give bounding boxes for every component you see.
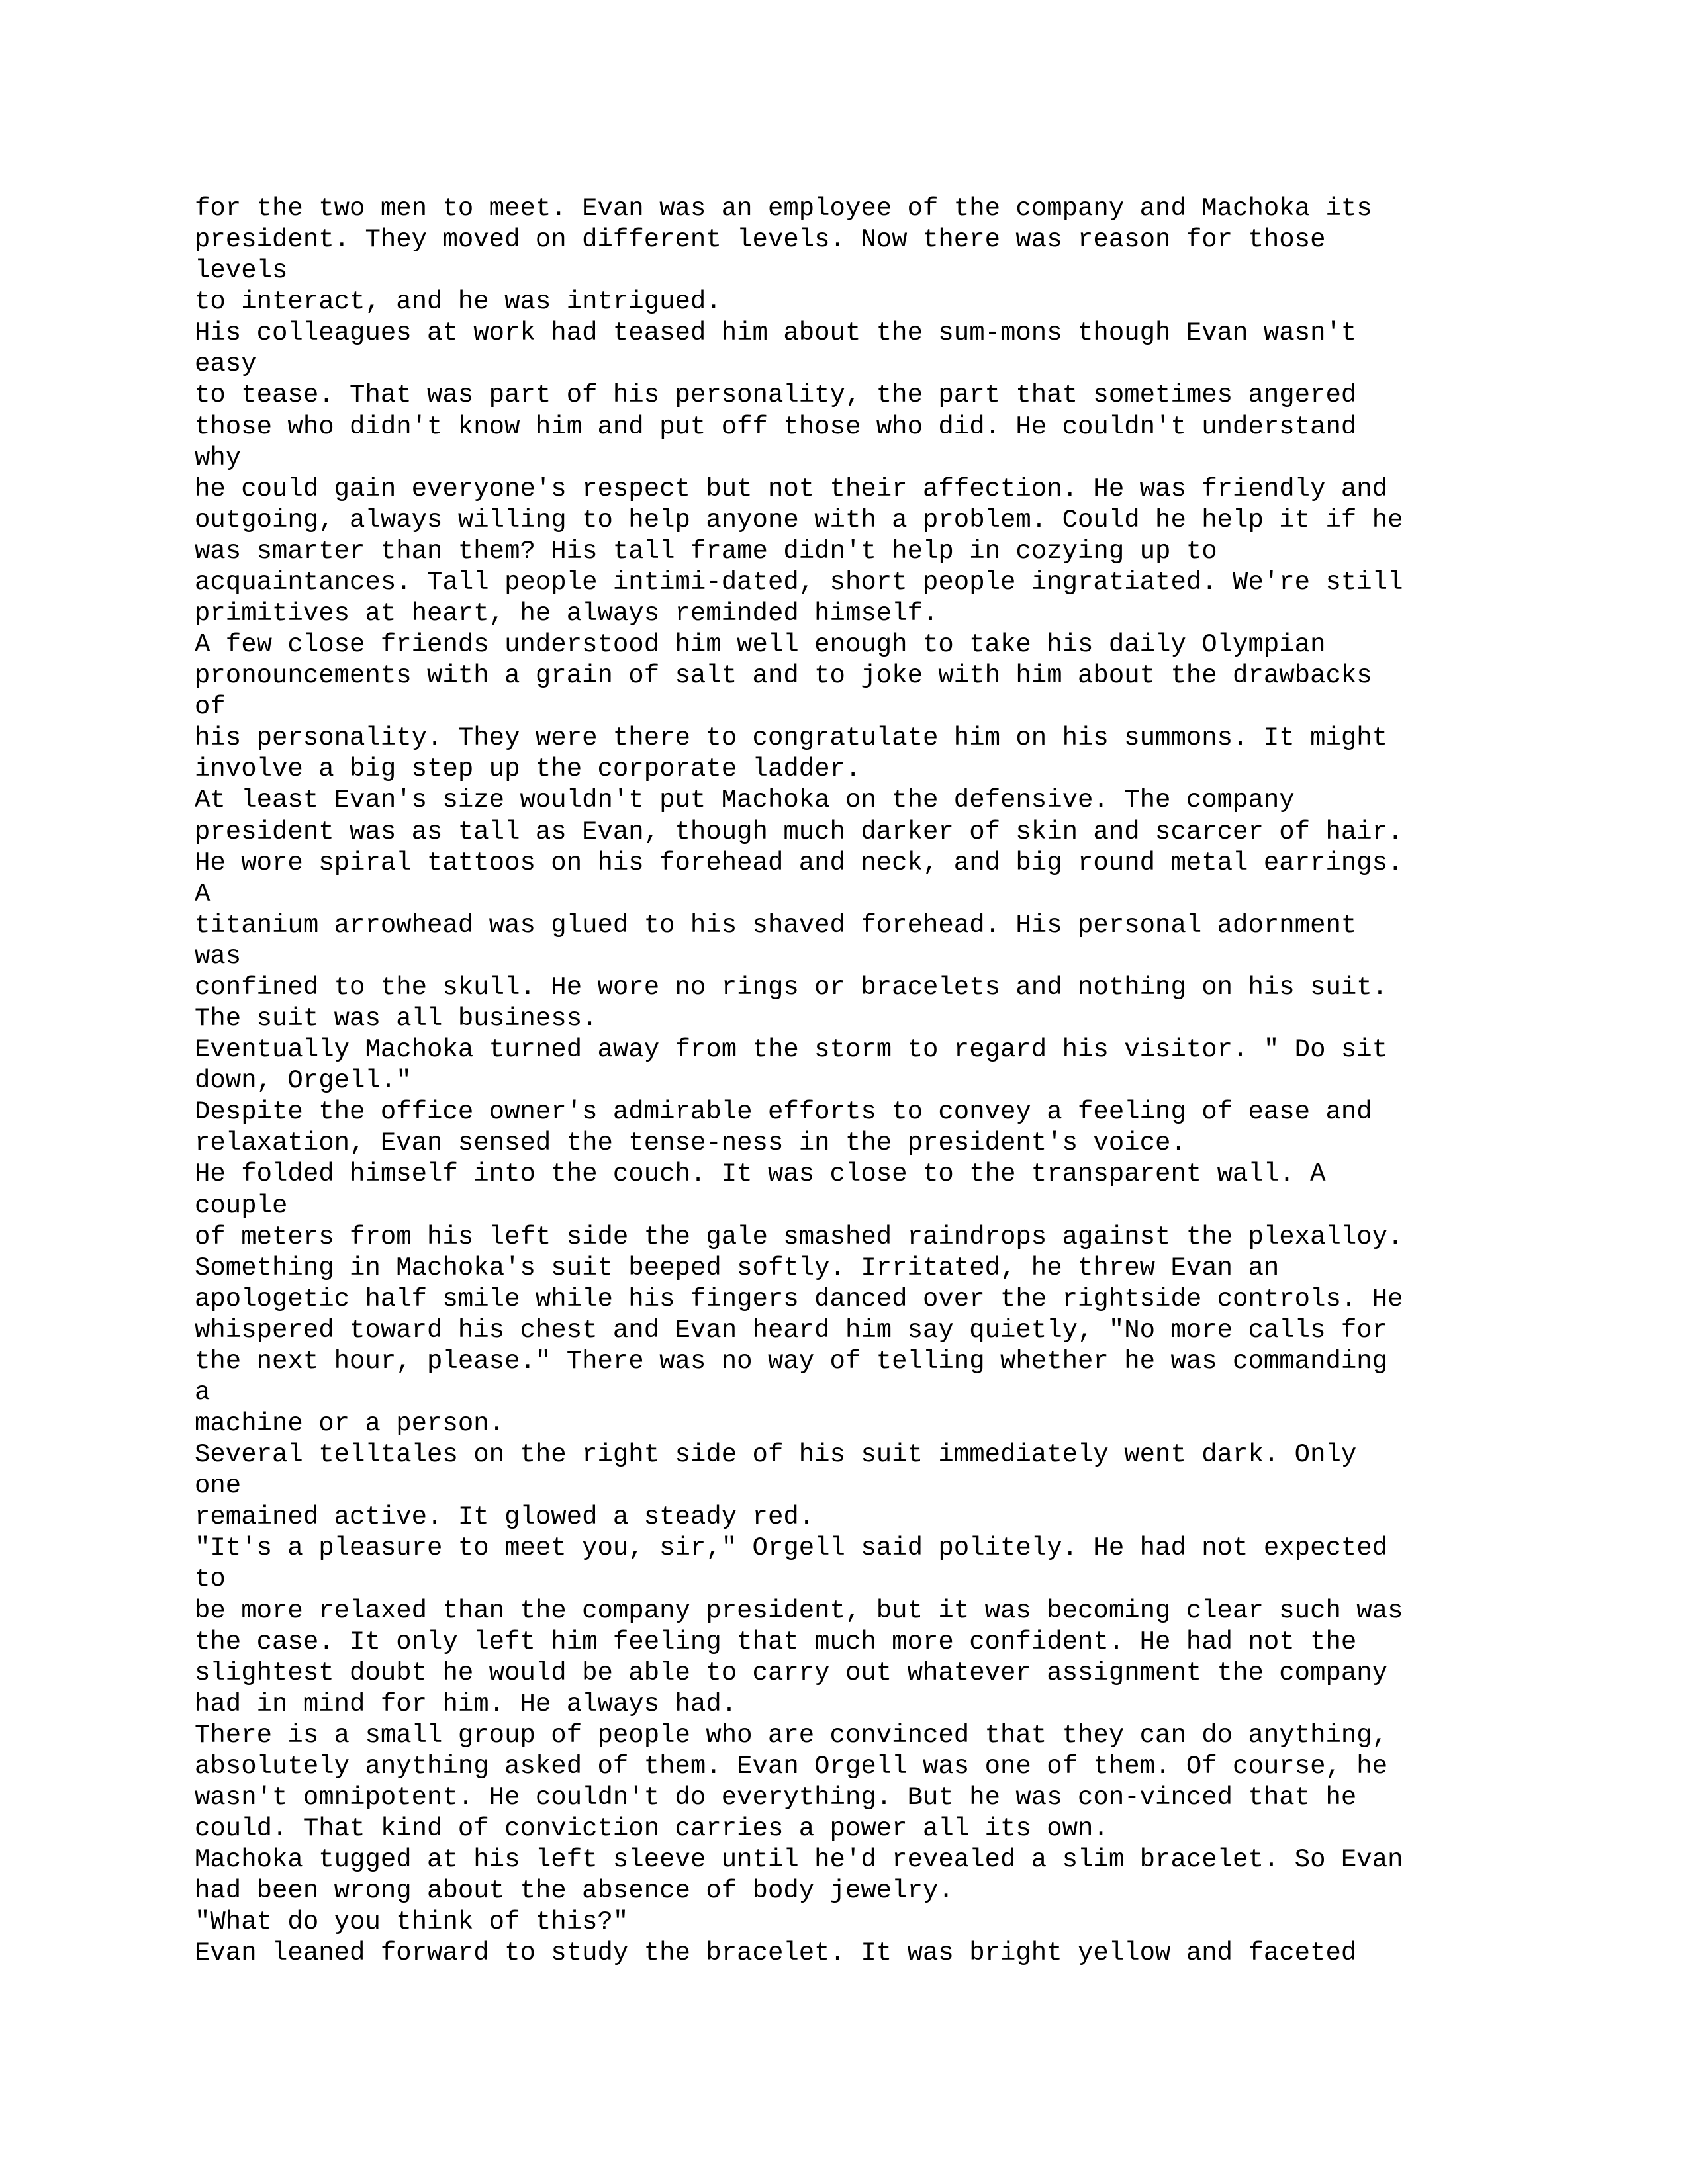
text-line: acquaintances. Tall people intimi-dated, short people ingratiated. We're still [195,567,1403,597]
text-line: primitives at heart, he always reminded himself. [195,599,939,629]
text-line: machine or a person. [195,1409,505,1439]
text-line: wasn't omnipotent. He couldn't do everything. But he was con-vinced that he [195,1782,1357,1812]
text-line: could. That kind of conviction carries a power all its own. [195,1814,1109,1844]
text-line: confined to the skull. He wore no rings or bracelets and nothing on his suit. [195,972,1388,1002]
text-line: titanium arrowhead was glued to his shaved forehead. His personal adornment [195,910,1357,940]
text-line: Something in Machoka's suit beeped softly. Irritated, he threw Evan an [195,1253,1280,1283]
text-line: absolutely anything asked of them. Evan Orgell was one of them. Of course, he [195,1751,1388,1781]
text-line: had been wrong about the absence of body jewelry. [195,1876,954,1906]
text-line: Several telltales on the right side of his suit immediately went dark. Only [195,1440,1357,1470]
text-line: "What do you think of this?" [195,1907,629,1937]
text-line: be more relaxed than the company president, but it was becoming clear such was [195,1596,1403,1625]
text-line: levels [195,256,288,286]
text-line: There is a small group of people who are convinced that they can do anything, [195,1720,1388,1750]
text-line: down, Orgell." [195,1066,412,1096]
text-line: was [195,941,242,971]
text-line: A [195,879,211,909]
text-line: for the two men to meet. Evan was an employee of the company and Machoka its [195,194,1372,223]
text-line: to [195,1565,226,1594]
text-line: apologetic half smile while his fingers danced over the rightside controls. He [195,1284,1403,1314]
text-line: Eventually Machoka turned away from the storm to regard his visitor. " Do sit [195,1035,1388,1065]
text-line: president. They moved on different levels. Now there was reason for those [195,225,1326,255]
text-line: The suit was all business. [195,1004,598,1034]
text-line: he could gain everyone's respect but not their affection. He was friendly and [195,474,1388,504]
text-line: to tease. That was part of his personality, the part that sometimes angered [195,381,1357,410]
text-line: one [195,1471,242,1501]
body-text [195,193,1519,1969]
text-line: remained active. It glowed a steady red. [195,1502,815,1532]
text-line: of meters from his left side the gale smashed raindrops against the plexalloy. [195,1222,1403,1251]
text-line: couple [195,1191,288,1220]
text-line: Despite the office owner's admirable efforts to convey a feeling of ease and [195,1097,1372,1127]
text-line: slightest doubt he would be able to carry out whatever assignment the company [195,1658,1388,1688]
text-line: was smarter than them? His tall frame didn't help in cozying up to [195,536,1217,566]
text-line: Machoka tugged at his left sleeve until he'd revealed a slim bracelet. So Evan [195,1845,1403,1875]
text-line: the next hour, please." There was no way of telling whether he was commanding [195,1346,1388,1376]
text-line: a [195,1377,211,1407]
text-line: had in mind for him. He always had. [195,1689,737,1719]
text-line: He wore spiral tattoos on his forehead and neck, and big round metal earrings. [195,848,1403,878]
text-line: involve a big step up the corporate ladder. [195,754,861,784]
text-line: easy [195,349,257,379]
text-line: those who didn't know him and put off those who did. He couldn't understand [195,412,1357,441]
text-line: of [195,692,226,722]
text-line: Evan leaned forward to study the bracelet. It was bright yellow and faceted [195,1938,1357,1968]
text-line: He folded himself into the couch. It was close to the transparent wall. A [195,1160,1326,1189]
text-line: his personality. They were there to congratulate him on his summons. It might [195,723,1388,753]
text-line: A few close friends understood him well enough to take his daily Olympian [195,630,1326,660]
text-line: outgoing, always willing to help anyone with a problem. Could he help it if he [195,505,1403,535]
text-line: relaxation, Evan sensed the tense-ness in the president's voice. [195,1128,1186,1158]
text-line: why [195,443,242,473]
text-line: His colleagues at work had teased him about the sum-mons though Evan wasn't [195,318,1357,348]
text-line: to interact, and he was intrigued. [195,287,722,317]
text-line: president was as tall as Evan, though much darker of skin and scarcer of hair. [195,817,1403,846]
text-line: pronouncements with a grain of salt and to joke with him about the drawbacks [195,661,1372,691]
text-line: whispered toward his chest and Evan heard him say quietly, "No more calls for [195,1315,1388,1345]
text-line: At least Evan's size wouldn't put Machoka on the defensive. The company [195,786,1295,815]
text-line: "It's a pleasure to meet you, sir," Orgell said politely. He had not expected [195,1533,1388,1563]
text-line: the case. It only left him feeling that much more confident. He had not the [195,1627,1357,1657]
